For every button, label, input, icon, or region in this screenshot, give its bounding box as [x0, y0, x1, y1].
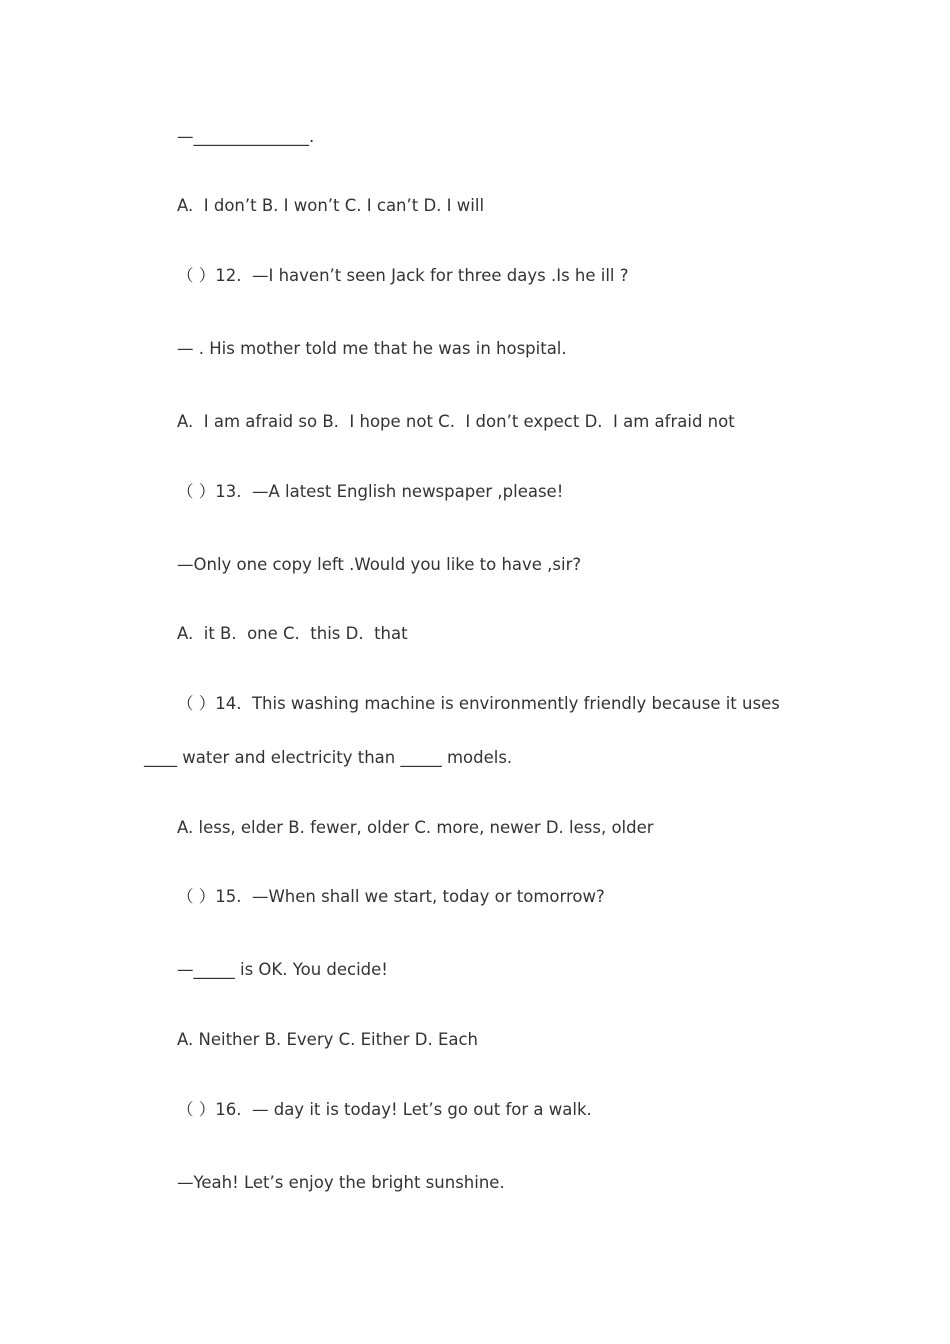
- answer-blank-line: —______________.: [177, 127, 315, 146]
- q13-options: A. it B. one C. this D. that: [177, 624, 408, 643]
- q15-options: A. Neither B. Every C. Either D. Each: [177, 1030, 479, 1049]
- q16-reply: —Yeah! Let’s enjoy the bright sunshine.: [177, 1173, 505, 1192]
- q12-question: （ ）12. —I haven’t seen Jack for three days .Is he ill ?: [177, 266, 629, 285]
- q15-reply: —_____ is OK. You decide!: [177, 960, 388, 979]
- q14-question: （ ）14. This washing machine is environmently friendly because it uses: [177, 694, 780, 713]
- q13-question: （ ）13. —A latest English newspaper ,please!: [177, 482, 564, 501]
- q12-reply: — . His mother told me that he was in hospital.: [177, 339, 567, 358]
- q14-options: A. less, elder B. fewer, older C. more, newer D. less, older: [177, 818, 654, 837]
- q16-question: （ ）16. — day it is today! Let’s go out for a walk.: [177, 1100, 592, 1119]
- q15-question: （ ）15. —When shall we start, today or tomorrow?: [177, 887, 605, 906]
- q14-question-cont: ____ water and electricity than _____ models.: [144, 748, 513, 767]
- q13-reply: —Only one copy left .Would you like to have ,sir?: [177, 555, 582, 574]
- q12-options: A. I am afraid so B. I hope not C. I don’t expect D. I am afraid not: [177, 412, 735, 431]
- q11-options: A. I don’t B. I won’t C. I can’t D. I will: [177, 196, 485, 215]
